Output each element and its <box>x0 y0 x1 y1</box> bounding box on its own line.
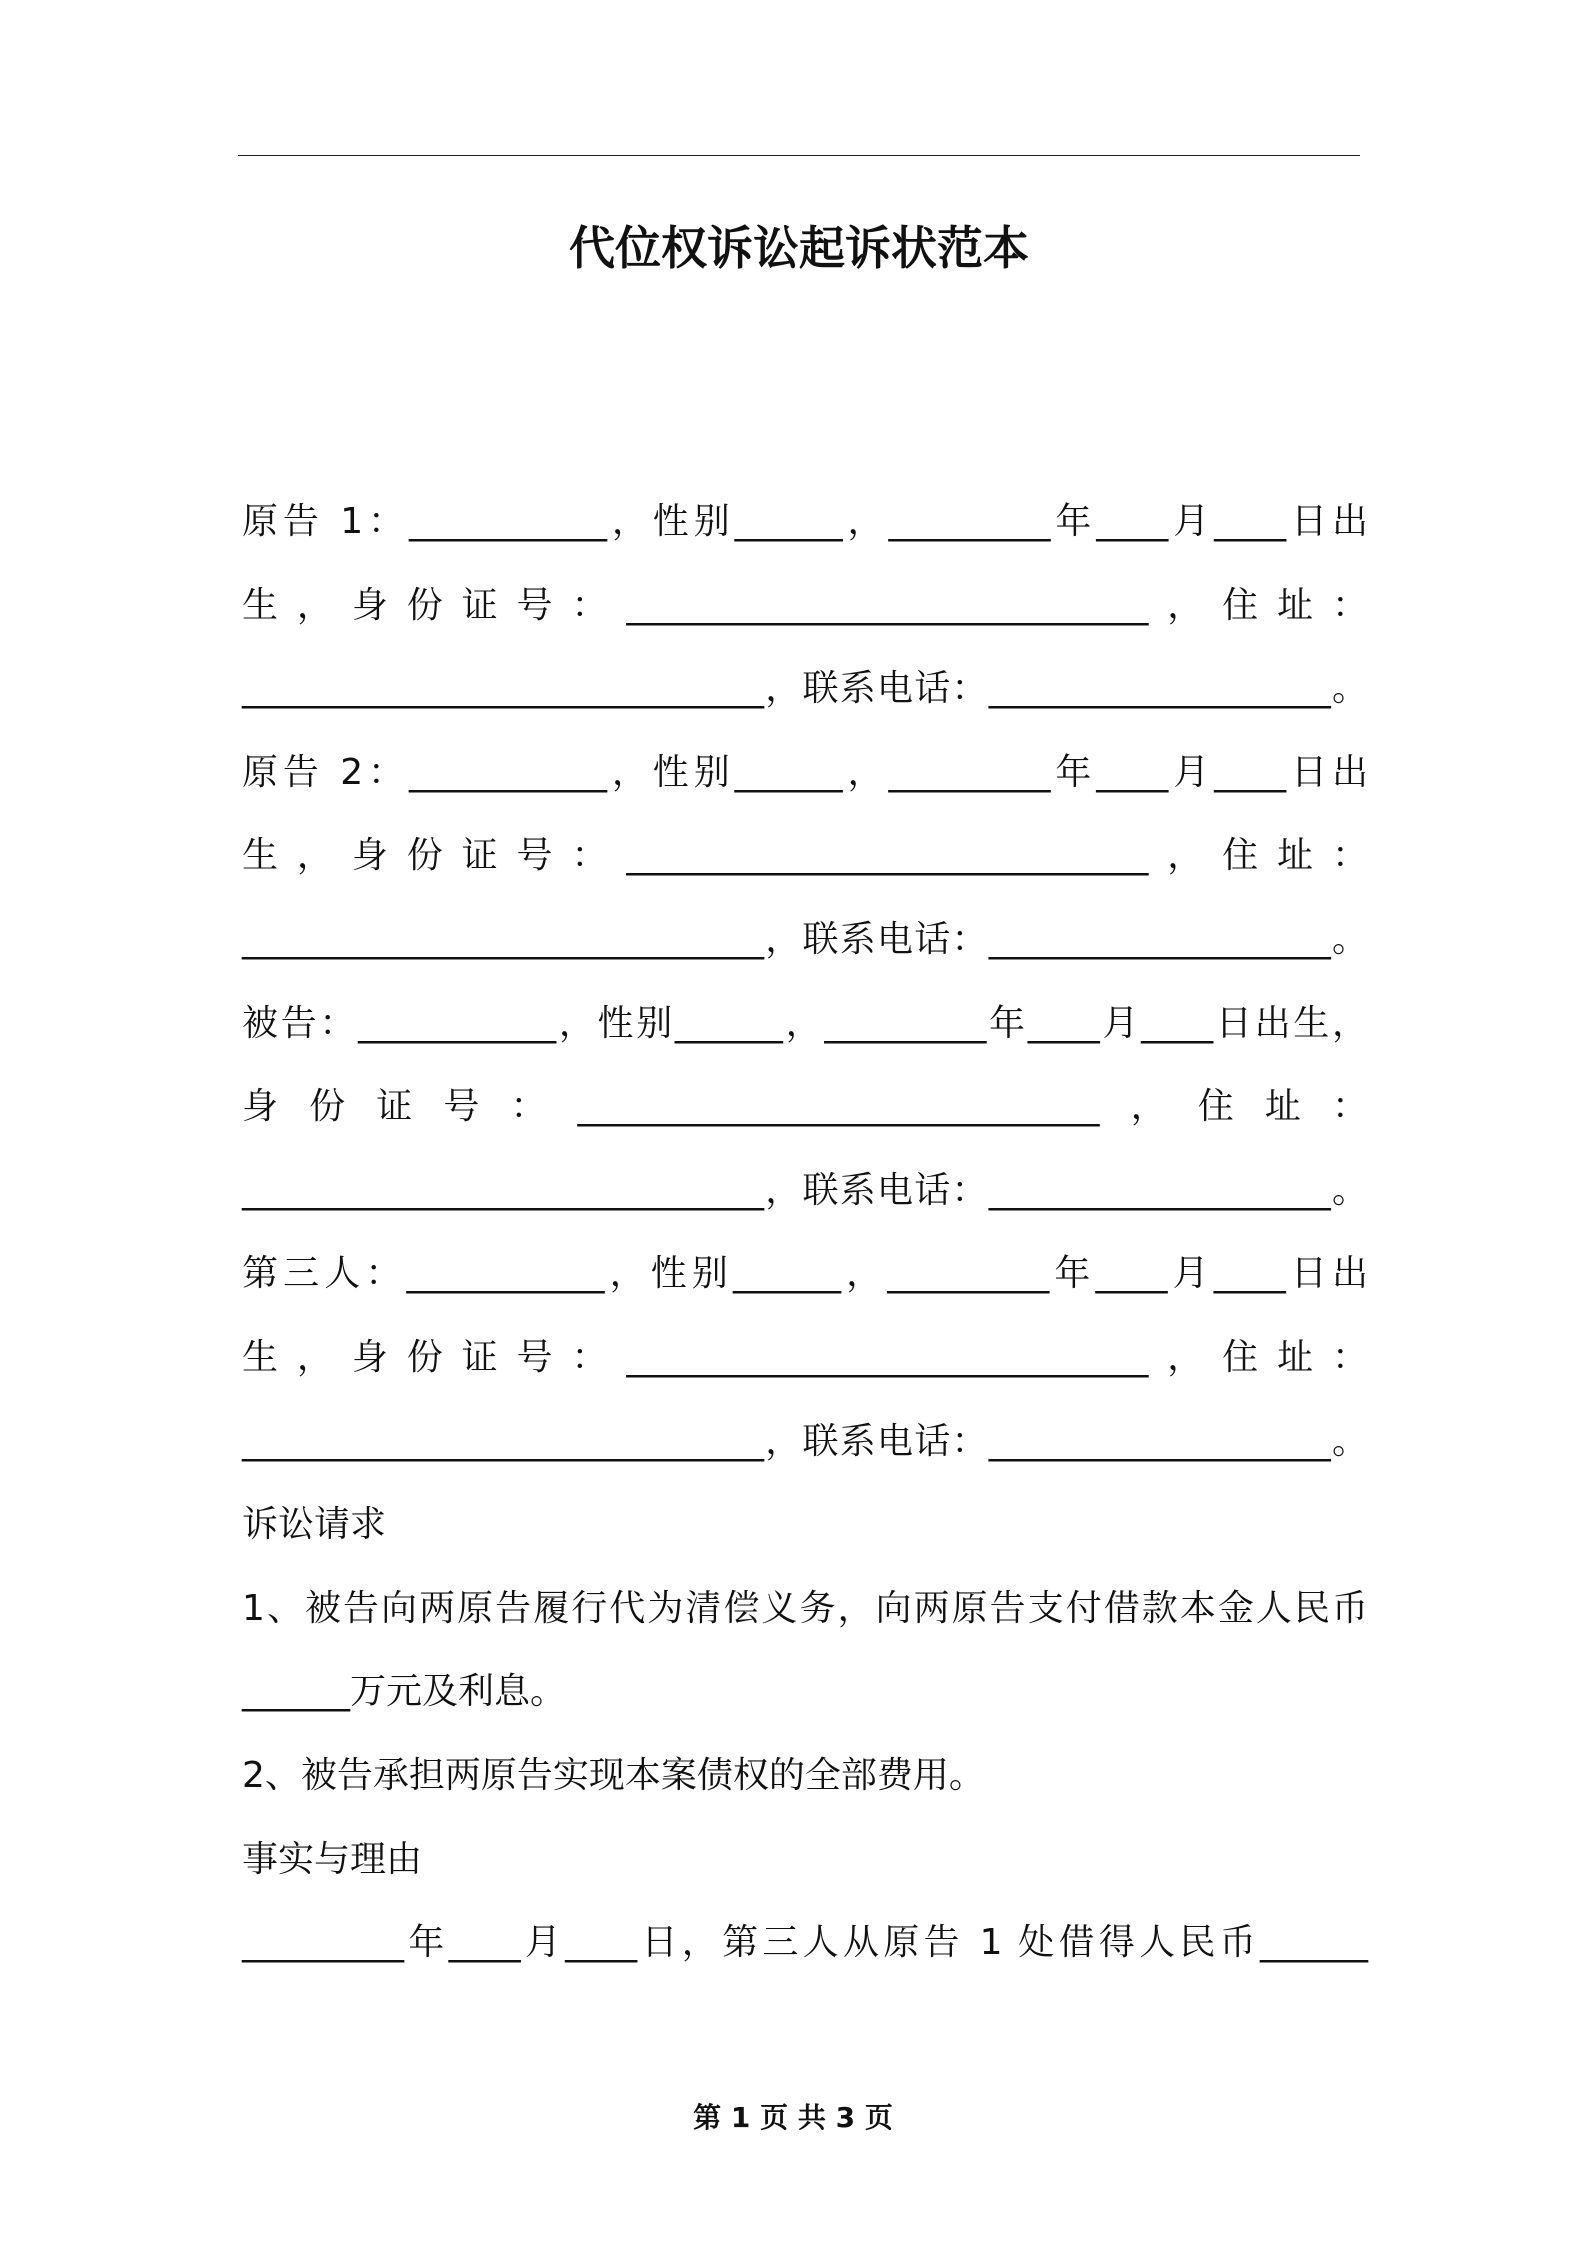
defendant-line-1: 被告：___________，性别______，_________年____月____日出生， <box>242 1002 1368 1044</box>
plaintiff-2-line-1: 原告 2：___________，性别______，_________年____月____日出 <box>242 751 1368 793</box>
plaintiff-2-line-2: 生，身份证号：_____________________________，住址： <box>242 835 1368 877</box>
defendant-line-3: _____________________________，联系电话：___________________。 <box>242 1169 1368 1211</box>
claim-1-line-1: 1、被告向两原告履行代为清偿义务，向两原告支付借款本金人民币 <box>242 1587 1368 1629</box>
section-heading-claims: 诉讼请求 <box>242 1504 387 1546</box>
facts-line-1: _________年____月____日，第三人从原告 1 处借得人民币______ <box>242 1922 1368 1964</box>
plaintiff-1-line-2: 生，身份证号：_____________________________，住址： <box>242 584 1368 626</box>
third-party-line-3: _____________________________，联系电话：___________________。 <box>242 1420 1368 1462</box>
header-rule <box>238 155 1360 156</box>
page-number-footer: 第 1 页 共 3 页 <box>693 2101 893 2134</box>
claim-2-line: 2、被告承担两原告实现本案债权的全部费用。 <box>242 1754 985 1796</box>
plaintiff-2-line-3: _____________________________，联系电话：___________________。 <box>242 918 1368 960</box>
claim-1-line-2: ______万元及利息。 <box>242 1671 567 1713</box>
third-party-line-1: 第三人：___________，性别______，_________年____月____日出 <box>242 1253 1368 1295</box>
section-heading-facts: 事实与理由 <box>242 1838 423 1880</box>
third-party-line-2: 生，身份证号：_____________________________，住址： <box>242 1336 1368 1378</box>
plaintiff-1-line-1: 原告 1：___________，性别______，_________年____月____日出 <box>242 501 1368 542</box>
document-body <box>242 480 1368 1985</box>
defendant-line-2: 身份证号：_____________________________，住址： <box>242 1086 1368 1128</box>
plaintiff-1-line-3: _____________________________，联系电话：___________________。 <box>242 668 1368 710</box>
document-title: 代位权诉讼起诉状范本 <box>569 221 1029 275</box>
